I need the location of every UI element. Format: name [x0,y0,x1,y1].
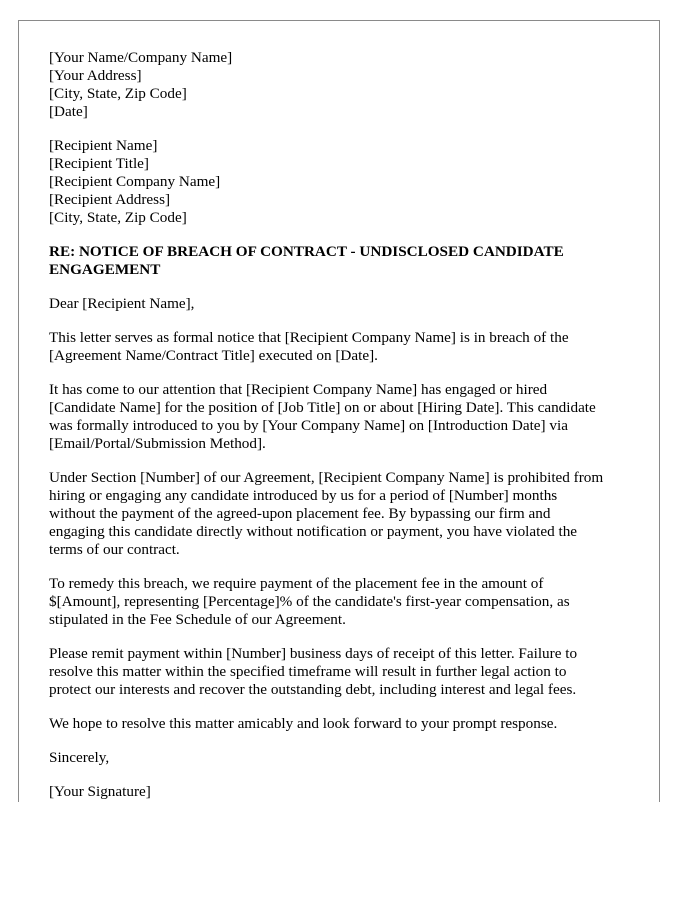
salutation [49,295,639,313]
sender-city-state-zip: [City, State, Zip Code] [49,85,187,102]
paragraph-line: without the payment of the agreed-upon placement fee. By bypassing our firm and [49,505,551,522]
body-paragraph-1 [49,329,639,365]
signature [49,783,639,801]
signature-text: [Your Signature] [49,783,151,800]
recipient-company: [Recipient Company Name] [49,173,221,190]
closing [49,749,639,767]
paragraph-line: $[Amount], representing [Percentage]% of the candidate's first-year compensation, as [49,593,570,610]
salutation-text: Dear [Recipient Name], [49,295,195,312]
subject-line-1: RE: NOTICE OF BREACH OF CONTRACT - UNDISCLOSED CANDIDATE [49,243,564,260]
paragraph-line: resolve this matter within the specified timeframe will result in further legal action to [49,663,567,680]
paragraph-line: protect our interests and recover the outstanding debt, including interest and legal fees. [49,681,577,698]
paragraph-line: This letter serves as formal notice that [Recipient Company Name] is in breach of the [49,329,569,346]
recipient-block [49,137,639,227]
paragraph-line: We hope to resolve this matter amicably and look forward to your prompt response. [49,715,558,732]
recipient-address: [Recipient Address] [49,191,171,208]
sender-name: [Your Name/Company Name] [49,49,233,66]
paragraph-line: terms of our contract. [49,541,180,558]
recipient-city-state-zip: [City, State, Zip Code] [49,209,187,226]
body-paragraph-6 [49,715,639,733]
paragraph-line: engaging this candidate directly without notification or payment, you have violated the [49,523,578,540]
paragraph-line: To remedy this breach, we require payment of the placement fee in the amount of [49,575,544,592]
paragraph-line: Please remit payment within [Number] business days of receipt of this letter. Failure to [49,645,578,662]
body-paragraph-3 [49,469,639,559]
subject-line-2: ENGAGEMENT [49,261,161,278]
recipient-title: [Recipient Title] [49,155,149,172]
paragraph-line: Under Section [Number] of our Agreement, [Recipient Company Name] is prohibited from [49,469,604,486]
paragraph-line: hiring or engaging any candidate introduced by us for a period of [Number] months [49,487,558,504]
letter-date: [Date] [49,103,88,120]
paragraph-line: It has come to our attention that [Recipient Company Name] has engaged or hired [49,381,548,398]
paragraph-line: [Candidate Name] for the position of [Job Title] on or about [Hiring Date]. This candidate [49,399,596,416]
sender-block [49,49,639,121]
subject-line [49,243,639,279]
letter-content [49,49,639,817]
letter-page [18,20,660,802]
sender-address: [Your Address] [49,67,142,84]
paragraph-line: was formally introduced to you by [Your Company Name] on [Introduction Date] via [49,417,568,434]
body-paragraph-2 [49,381,639,453]
recipient-name: [Recipient Name] [49,137,158,154]
paragraph-line: stipulated in the Fee Schedule of our Agreement. [49,611,346,628]
paragraph-line: [Email/Portal/Submission Method]. [49,435,266,452]
closing-text: Sincerely, [49,749,110,766]
body-paragraph-4 [49,575,639,629]
paragraph-line: [Agreement Name/Contract Title] executed on [Date]. [49,347,378,364]
body-paragraph-5 [49,645,639,699]
